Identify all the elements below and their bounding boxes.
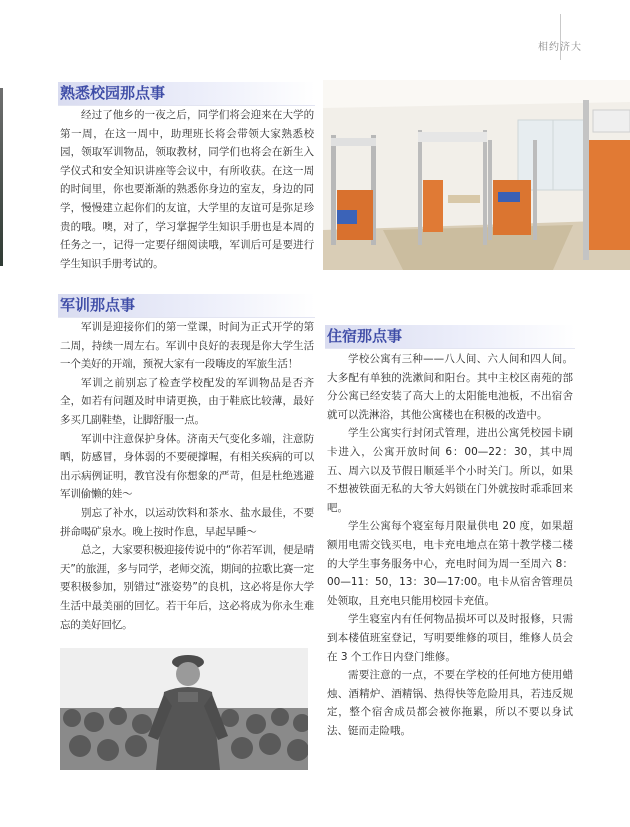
military-training-photo bbox=[60, 648, 308, 770]
military-paragraph: 军训中注意保护身体。济南天气变化多端，注意防晒，防感冒，身体弱的不要硬撑喔，有相关疾病的可以出示病例证明，教官没有你想象的严苛，但是杜绝逃避军训偷懒的娃～ bbox=[60, 432, 314, 501]
military-paragraph: 军训是迎接你们的第一堂课，时间为正式开学的第二周，持续一周左右。军训中良好的表现是你大学生活一个美好的开端，预祝大家有一段嗨皮的军旅生活！ bbox=[60, 321, 314, 371]
dorm-paragraph: 需要注意的一点，不要在学校的任何地方使用蜡烛、酒精炉、酒精锅、热得快等危险用具，若违反规定，整个宿舍成员都会被你拖累，所以不要以身试法、铤而走险哦。 bbox=[327, 669, 573, 737]
dorm-paragraph: 学生寝室内有任何物品损坏可以及时报修，只需到本楼值班室登记，写明要维修的项目，维修人员会在 3 个工作日内登门维修。 bbox=[327, 613, 573, 663]
dorm-paragraph: 学校公寓有三种——八人间、六人间和四人间。大多配有单独的洗漱间和阳台。其中主校区南苑的部分公寓已经安装了高大上的太阳能电池板，不出宿舍就可以洗淋浴，其他公寓楼也在积极的改造中。 bbox=[327, 353, 573, 421]
campus-section-title: 熟悉校园那点事 bbox=[58, 82, 315, 106]
military-paragraph: 总之，大家要积极迎接传说中的“你若军训，便是晴天”的旅涯，多与同学，老师交流，期间的拉歌比赛一定要积极参加，别错过“涨姿势”的良机，这必将是你大学生活中最美丽的回忆。若干年后，这必将成为你永生难忘的美好回忆。 bbox=[60, 544, 314, 631]
dorm-paragraph: 学生公寓实行封闭式管理，进出公寓凭校园卡刷卡进入，公寓开放时间 6：00—22：30，其中周五、周六以及节假日顺延半个小时关门。所以，如果不想被铁面无私的大爷大妈锁在门外就按时乖乖回来吧。 bbox=[327, 427, 573, 514]
dorm-paragraph: 学生公寓每个寝室每月限量供电 20 度，如果超额用电需交钱买电，电卡充电地点在第十教学楼二楼的大学生事务服务中心，充电时间为周一至周六 8：00—11：50，13：30—17:00。电卡从宿舍管理员处领取，且充电只能用校园卡充值。 bbox=[327, 520, 573, 607]
military-section-body bbox=[60, 318, 314, 634]
dorm-room-photo bbox=[323, 80, 630, 270]
header-divider bbox=[560, 14, 561, 60]
dorm-section-title: 住宿那点事 bbox=[325, 325, 575, 349]
military-paragraph: 别忘了补水，以运动饮料和茶水、盐水最佳，不要拼命喝矿泉水。晚上按时作息，早起早睡～ bbox=[60, 506, 314, 538]
running-header: 相约济大 bbox=[538, 42, 582, 53]
campus-paragraph: 经过了他乡的一夜之后，同学们将会迎来在大学的第一周，在这一周中，助理班长将会带领大家熟悉校园，领取军训物品，领取教材，同学们也将会在新生入学仪式和安全知识讲座等会议中，有所收获。在这一周的时间里，你也要渐渐的熟悉你身边的室友，身边的同学，慢慢建立起你们的友谊，大学里的友谊可是弥足珍贵的哦。噢，对了，学习掌握学生知识手册也是本周的任务之一，记得一定要仔细阅读哦，军训后可是要进行学生知识手册考试的。 bbox=[60, 109, 314, 270]
dorm-section-body bbox=[327, 350, 573, 740]
military-paragraph: 军训之前别忘了检查学校配发的军训物品是否齐全，如若有问题及时申请更换，由于鞋底比较薄，最好多买几副鞋垫，让脚舒服一点。 bbox=[60, 376, 314, 426]
left-edge-photo-strip bbox=[0, 88, 3, 266]
military-section-title: 军训那点事 bbox=[58, 294, 315, 318]
campus-section-body bbox=[60, 106, 314, 273]
